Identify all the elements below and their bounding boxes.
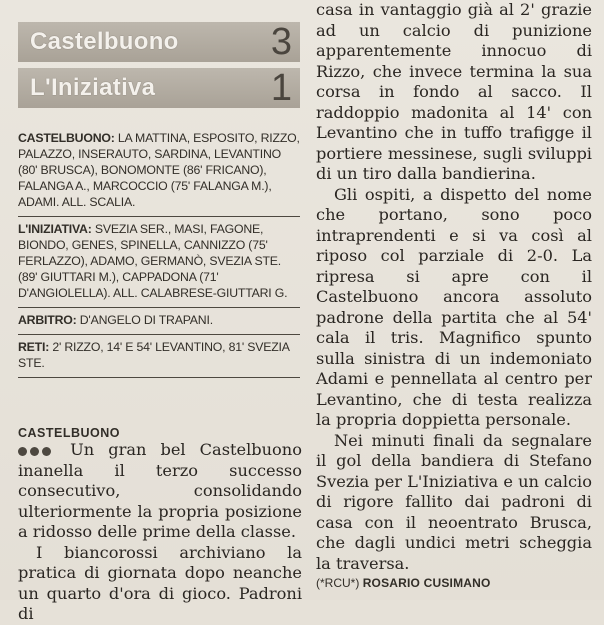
away-lineup-text: SVEZIA SER., MASI, FAGONE, BIONDO, GENES, SPINELLA, CANNIZZO (75' FERLAZZO), ADAMO, GERMANÒ, SVEZIA STE. (89' GIUTTARI M.), CAPPADONA (71' D'ANGIOLELLA). ALL. CALABRESE-GIUTTARI G. bbox=[18, 222, 288, 300]
article-body-right bbox=[316, 0, 592, 574]
home-lineup-text: LA MATTINA, ESPOSITO, RIZZO, PALAZZO, INSERAUTO, SARDINA, LEVANTINO (80' BRUSCA), BONOMONTE (86' FRICANO), FALANGA A., MARCOCCIO (75' FALANGA M.), ADAMI. ALL. SCALIA. bbox=[18, 131, 300, 209]
match-details bbox=[18, 126, 300, 378]
byline-code: (*RCU*) bbox=[316, 576, 360, 590]
goals-label: RETI: bbox=[18, 340, 50, 354]
away-lineup bbox=[18, 217, 300, 308]
article-paragraph-3: Gli ospiti, a dispetto del nome che portano, sono poco intraprendenti e si va così al riposo col parziale di 2-0. La ripresa si apre con il Castelbuono ancora assoluto padrone della partita che al 54' cala il tris. Magnifico spunto sulla sinistra di un indemoniato Adami e pennellata al centro per Levantino, che di testa realizza la propria doppietta personale. bbox=[316, 184, 592, 429]
article-body-left bbox=[18, 440, 302, 625]
away-lineup-label: L'INIZIATIVA: bbox=[18, 222, 92, 236]
home-lineup-label: CASTELBUONO: bbox=[18, 131, 115, 145]
referee-label: ARBITRO: bbox=[18, 313, 77, 327]
left-column bbox=[18, 22, 302, 625]
home-score-row bbox=[18, 22, 300, 62]
away-team-score: 1 bbox=[270, 67, 292, 109]
article-dateline: CASTELBUONO bbox=[18, 426, 121, 440]
byline bbox=[316, 576, 592, 590]
referee-text: D'ANGELO DI TRAPANI. bbox=[79, 313, 213, 327]
referee-line bbox=[18, 308, 300, 335]
article-paragraph-1: Un gran bel Castelbuono inanella il terzo successo consecutivo, consolidando ulteriormente la propria posizione a ridosso delle prime della classe. bbox=[18, 440, 302, 541]
home-lineup bbox=[18, 126, 300, 217]
home-team-name: Castelbuono bbox=[30, 28, 179, 55]
right-column bbox=[316, 0, 592, 590]
goals-line bbox=[18, 335, 300, 378]
byline-author: ROSARIO CUSIMANO bbox=[362, 576, 491, 590]
away-team-name: L'Iniziativa bbox=[30, 74, 156, 101]
goals-text: 2' RIZZO, 14' E 54' LEVANTINO, 81' SVEZIA STE. bbox=[18, 340, 290, 370]
home-team-score: 3 bbox=[270, 21, 292, 63]
away-score-row bbox=[18, 68, 300, 108]
article-paragraph-2-end: casa in vantaggio già al 2' grazie ad un calcio di punizione apparentemente innocuo di Rizzo, che invece termina la sua corsa in fondo al sacco. Il raddoppio madonita al 14' con Levantino che in tuffo trafigge il portiere messinese, sugli sviluppi di un tiro dalla bandierina. bbox=[316, 0, 592, 183]
article-paragraph-2-start: I biancorossi archiviano la pratica di giornata dopo neanche un quarto d'ora di gioco. Padroni di bbox=[18, 542, 302, 623]
bullet-dots-icon bbox=[18, 446, 56, 456]
article-paragraph-4: Nei minuti finali da segnalare il gol della bandiera di Stefano Svezia per L'Iniziativa e un calcio di rigore fallito dai padroni di casa con il neoentrato Brusca, che dagli undici metri scheggia la traversa. bbox=[316, 430, 592, 573]
